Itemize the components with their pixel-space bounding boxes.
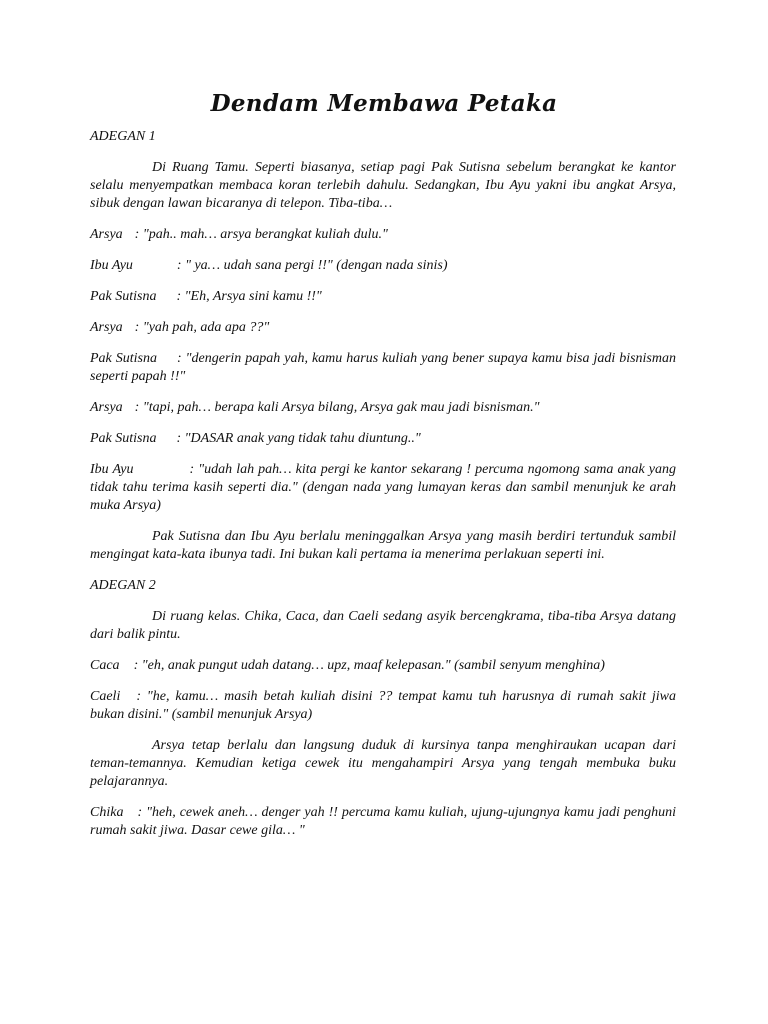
dialogue-speaker: Caca bbox=[90, 658, 120, 673]
dialogue-line bbox=[90, 288, 676, 306]
document-title: Dendam Membawa Petaka bbox=[210, 90, 558, 117]
dialogue-line bbox=[90, 804, 676, 840]
dialogue-colon: : bbox=[134, 320, 140, 335]
dialogue-line bbox=[90, 461, 676, 515]
document-body bbox=[90, 128, 676, 853]
dialogue-colon: : bbox=[189, 462, 195, 477]
dialogue-colon: : bbox=[133, 658, 139, 673]
dialogue-speaker: Pak Sutisna bbox=[90, 431, 157, 446]
dialogue-colon: : bbox=[176, 289, 182, 304]
dialogue-line bbox=[90, 399, 676, 417]
dialogue-line bbox=[90, 657, 676, 675]
dialogue-text: "eh, anak pungut udah datang… upz, maaf kelepasan." (sambil senyum menghina) bbox=[141, 658, 605, 673]
scene-heading: ADEGAN 2 bbox=[90, 578, 156, 593]
dialogue-colon: : bbox=[136, 689, 142, 704]
dialogue-colon: : bbox=[134, 400, 140, 415]
dialogue-text: "pah.. mah… arsya berangkat kuliah dulu." bbox=[142, 227, 388, 242]
dialogue-text: "he, kamu… masih betah kuliah disini ?? tempat kamu tuh harusnya di rumah sakit jiwa bukan disini." (sambil menunjuk Arsya) bbox=[90, 689, 676, 722]
dialogue-colon: : bbox=[176, 351, 182, 366]
dialogue-text: " ya… udah sana pergi !!" (dengan nada sinis) bbox=[185, 258, 448, 273]
dialogue-speaker: Pak Sutisna bbox=[90, 351, 157, 366]
dialogue-text: "heh, cewek aneh… denger yah !! percuma kamu kuliah, ujung-ujungnya kamu jadi penghuni rumah sakit jiwa. Dasar cewe gila… " bbox=[90, 805, 677, 838]
dialogue-speaker: Chika bbox=[90, 805, 124, 820]
dialogue-speaker: Arsya bbox=[90, 227, 123, 242]
dialogue-line bbox=[90, 350, 676, 386]
narration-paragraph: Pak Sutisna dan Ibu Ayu berlalu meninggalkan Arsya yang masih berdiri tertunduk sambil mengingat kata-kata ibunya tadi. Ini bukan kali pertama ia menerima perlakuan seperti ini. bbox=[90, 529, 676, 562]
dialogue-text: "DASAR anak yang tidak tahu diuntung.." bbox=[184, 431, 421, 446]
dialogue-speaker: Ibu Ayu bbox=[90, 462, 134, 477]
dialogue-speaker: Ibu Ayu bbox=[90, 258, 133, 273]
narration-paragraph: Di Ruang Tamu. Seperti biasanya, setiap pagi Pak Sutisna sebelum berangkat ke kantor selalu menyempatkan membaca koran terlebih dahulu. Sedangkan, Ibu Ayu yakni ibu angkat Arsya, sibuk dengan lawan bicaranya di telepon. Tiba-tiba… bbox=[90, 160, 676, 211]
dialogue-speaker: Arsya bbox=[90, 400, 123, 415]
dialogue-line bbox=[90, 430, 676, 448]
dialogue-speaker: Arsya bbox=[90, 320, 123, 335]
dialogue-text: "dengerin papah yah, kamu harus kuliah yang bener supaya kamu bisa jadi bisnisman seperti papah !!" bbox=[90, 351, 676, 384]
dialogue-line bbox=[90, 688, 676, 724]
dialogue-text: "Eh, Arsya sini kamu !!" bbox=[184, 289, 322, 304]
dialogue-line bbox=[90, 226, 676, 244]
dialogue-speaker: Pak Sutisna bbox=[90, 289, 157, 304]
dialogue-text: "udah lah pah… kita pergi ke kantor sekarang ! percuma ngomong sama anak yang tidak tahu terima kasih seperti dia." (dengan nada yang lumayan keras dan sambil menunjuk ke arah muka Arsya) bbox=[90, 462, 676, 513]
dialogue-line bbox=[90, 319, 676, 337]
narration-paragraph: Di ruang kelas. Chika, Caca, dan Caeli sedang asyik bercengkrama, tiba-tiba Arsya datang dari balik pintu. bbox=[90, 609, 676, 642]
dialogue-colon: : bbox=[137, 805, 143, 820]
dialogue-colon: : bbox=[134, 227, 140, 242]
dialogue-text: "yah pah, ada apa ??" bbox=[142, 320, 270, 335]
dialogue-colon: : bbox=[176, 431, 182, 446]
scene-heading: ADEGAN 1 bbox=[90, 129, 156, 144]
dialogue-line bbox=[90, 257, 676, 275]
dialogue-text: "tapi, pah… berapa kali Arsya bilang, Arsya gak mau jadi bisnisman." bbox=[142, 400, 540, 415]
dialogue-speaker: Caeli bbox=[90, 689, 121, 704]
dialogue-colon: : bbox=[176, 258, 182, 273]
narration-paragraph: Arsya tetap berlalu dan langsung duduk di kursinya tanpa menghiraukan ucapan dari teman-temannya. Kemudian ketiga cewek itu mengahampiri Arsya yang tengah membuka buku pelajarannya. bbox=[90, 738, 676, 789]
